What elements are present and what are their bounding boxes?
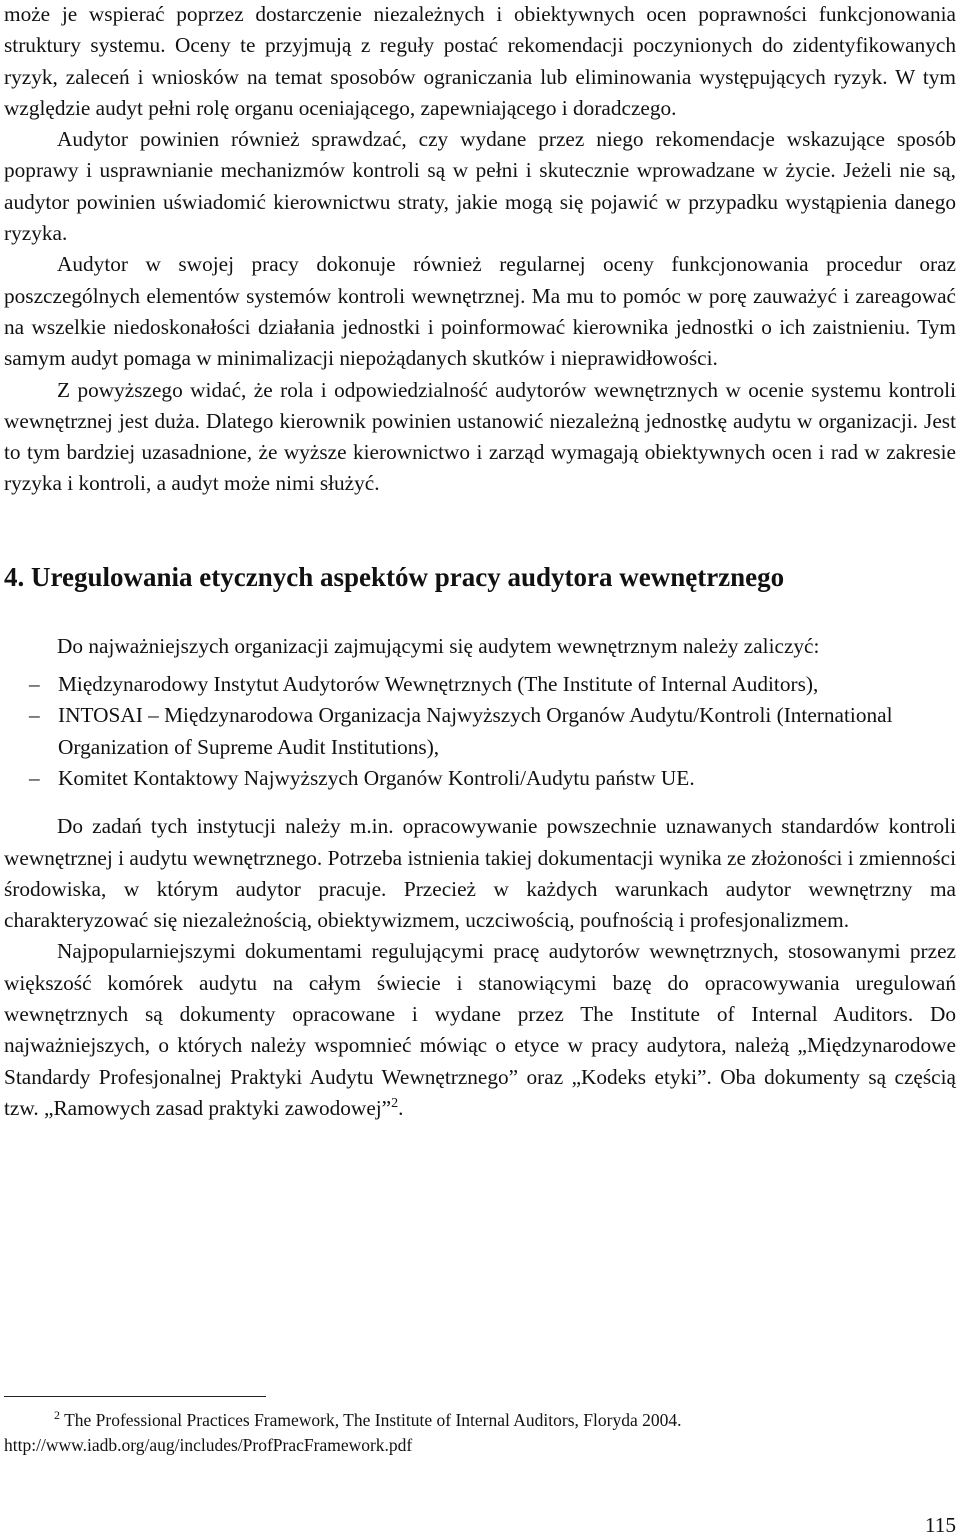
section-heading: 4. Uregulowania etycznych aspektów pracy audytora wewnętrznego <box>4 561 785 592</box>
organization-contact-committee: Komitet Kontaktowy Najwyższych Organów Kontroli/Audytu państw UE. <box>58 765 695 790</box>
paragraph-auditor-recommendations: Audytor powinien również sprawdzać, czy wydane przez niego rekomendacje wskazujące sposób poprawy i usprawnianie mechanizmów kontroli są w pełni i skutecznie wprowadzane w życie. Jeżeli nie są, audytor powinien uświadomić kierownictwu straty, jakie mogą się pojawić w przypadku wystąpienia danego ryzyka. <box>4 127 956 246</box>
organization-intosai: INTOSAI – Międzynarodowa Organizacja Najwyższych Organów Audytu/Kontroli (International Organization of Supreme Audit Institutions), <box>58 703 893 759</box>
dash-marker: – <box>29 765 40 790</box>
organization-iia: Międzynarodowy Instytut Audytorów Wewnętrznych (The Institute of Internal Auditors), <box>58 672 819 697</box>
footnote-url-link[interactable]: http://www.iadb.org/aug/includes/ProfPracFramework.pdf <box>4 1435 413 1455</box>
organizations-lead: Do najważniejszych organizacji zajmującymi się audytem wewnętrznym należy zaliczyć: <box>57 633 820 658</box>
list-item <box>0 763 956 794</box>
paragraph-institution-tasks: Do zadań tych instytucji należy m.in. opracowywanie powszechnie uznawanych standardów kontroli wewnętrznej i audytu wewnętrznego. Potrzeba istnienia takiej dokumentacji wynika ze złożoności i zmienności środowiska, w którym audytor pracuje. Przecież w każdych warunkach audytor wewnętrzny ma charakteryzować się niezależnością, obiektywizmem, uczciwością, poufnością i profesjonalizmem. <box>4 814 956 933</box>
paragraph-regular-assessment: Audytor w swojej pracy dokonuje również regularnej oceny funkcjonowania procedur oraz poszczególnych elementów systemów kontroli wewnętrznej. Ma mu to pomóc w porę zauważyć i zareagować na wszelkie niedoskonałości działania jednostki i poinformować kierownika jednostki o ich zaistnieniu. Tym samym audyt pomaga w minimalizacji niepożądanych skutków i nieprawidłowości. <box>4 252 956 371</box>
paragraph-audit-role: może je wspierać poprzez dostarczenie niezależnych i obiektywnych ocen poprawności funkcjonowania struktury systemu. Oceny te przyjmują z reguły postać rekomendacji poczynionych do zidentyfikowanych ryzyk, zaleceń i wniosków na temat sposobów ograniczania lub eliminowania występujących ryzyk. W tym względzie audyt pełni rolę organu oceniającego, zapewniającego i doradczego. <box>4 2 956 120</box>
footnote-text: The Professional Practices Framework, The Institute of Internal Auditors, Floryda 2004. <box>64 1410 682 1430</box>
dash-marker: – <box>29 703 40 728</box>
list-item <box>0 700 956 763</box>
key-documents-end: . <box>398 1095 404 1120</box>
document-page <box>4 0 956 1124</box>
organizations-list <box>4 669 956 794</box>
list-item <box>0 669 956 700</box>
page-number: 115 <box>924 1513 956 1537</box>
footnote-divider <box>4 1396 266 1397</box>
paragraph-responsibility: Z powyższego widać, że rola i odpowiedzialność audytorów wewnętrznych w ocenie systemu kontroli wewnętrznej jest duża. Dlatego kierownik powinien ustanowić niezależną jednostkę audytu w organizacji. Jest to tym bardziej uzasadnione, że wyższe kierownictwo i zarząd wymagają obiektywnych ocen i rad w zakresie ryzyka i kontroli, a audyt może nimi służyć. <box>4 377 956 496</box>
key-documents-text: Najpopularniejszymi dokumentami regulującymi pracę audytorów wewnętrznych, stosowanymi przez większość komórek audytu na całym świecie i stanowiącymi bazę do opracowywania uregulowań wewnętrznych są dokumenty opracowane i wydane przez The Institute of Internal Auditors. Do najważniejszych, o których należy wspomnieć mówiąc o etyce w pracy audytora, należą „Międzynarodowe Standardy Profesjonalnej Praktyki Audytu Wewnętrznego” oraz „Kodeks etyki”. Oba dokumenty są częścią tzw. „Ramowych zasad praktyki zawodowej” <box>4 939 956 1120</box>
footnote-reference[interactable]: 2 <box>391 1095 399 1111</box>
footnote <box>4 1408 956 1458</box>
paragraph-key-documents <box>4 936 956 1124</box>
dash-marker: – <box>29 672 40 697</box>
footnote-number: 2 <box>54 1408 60 1423</box>
